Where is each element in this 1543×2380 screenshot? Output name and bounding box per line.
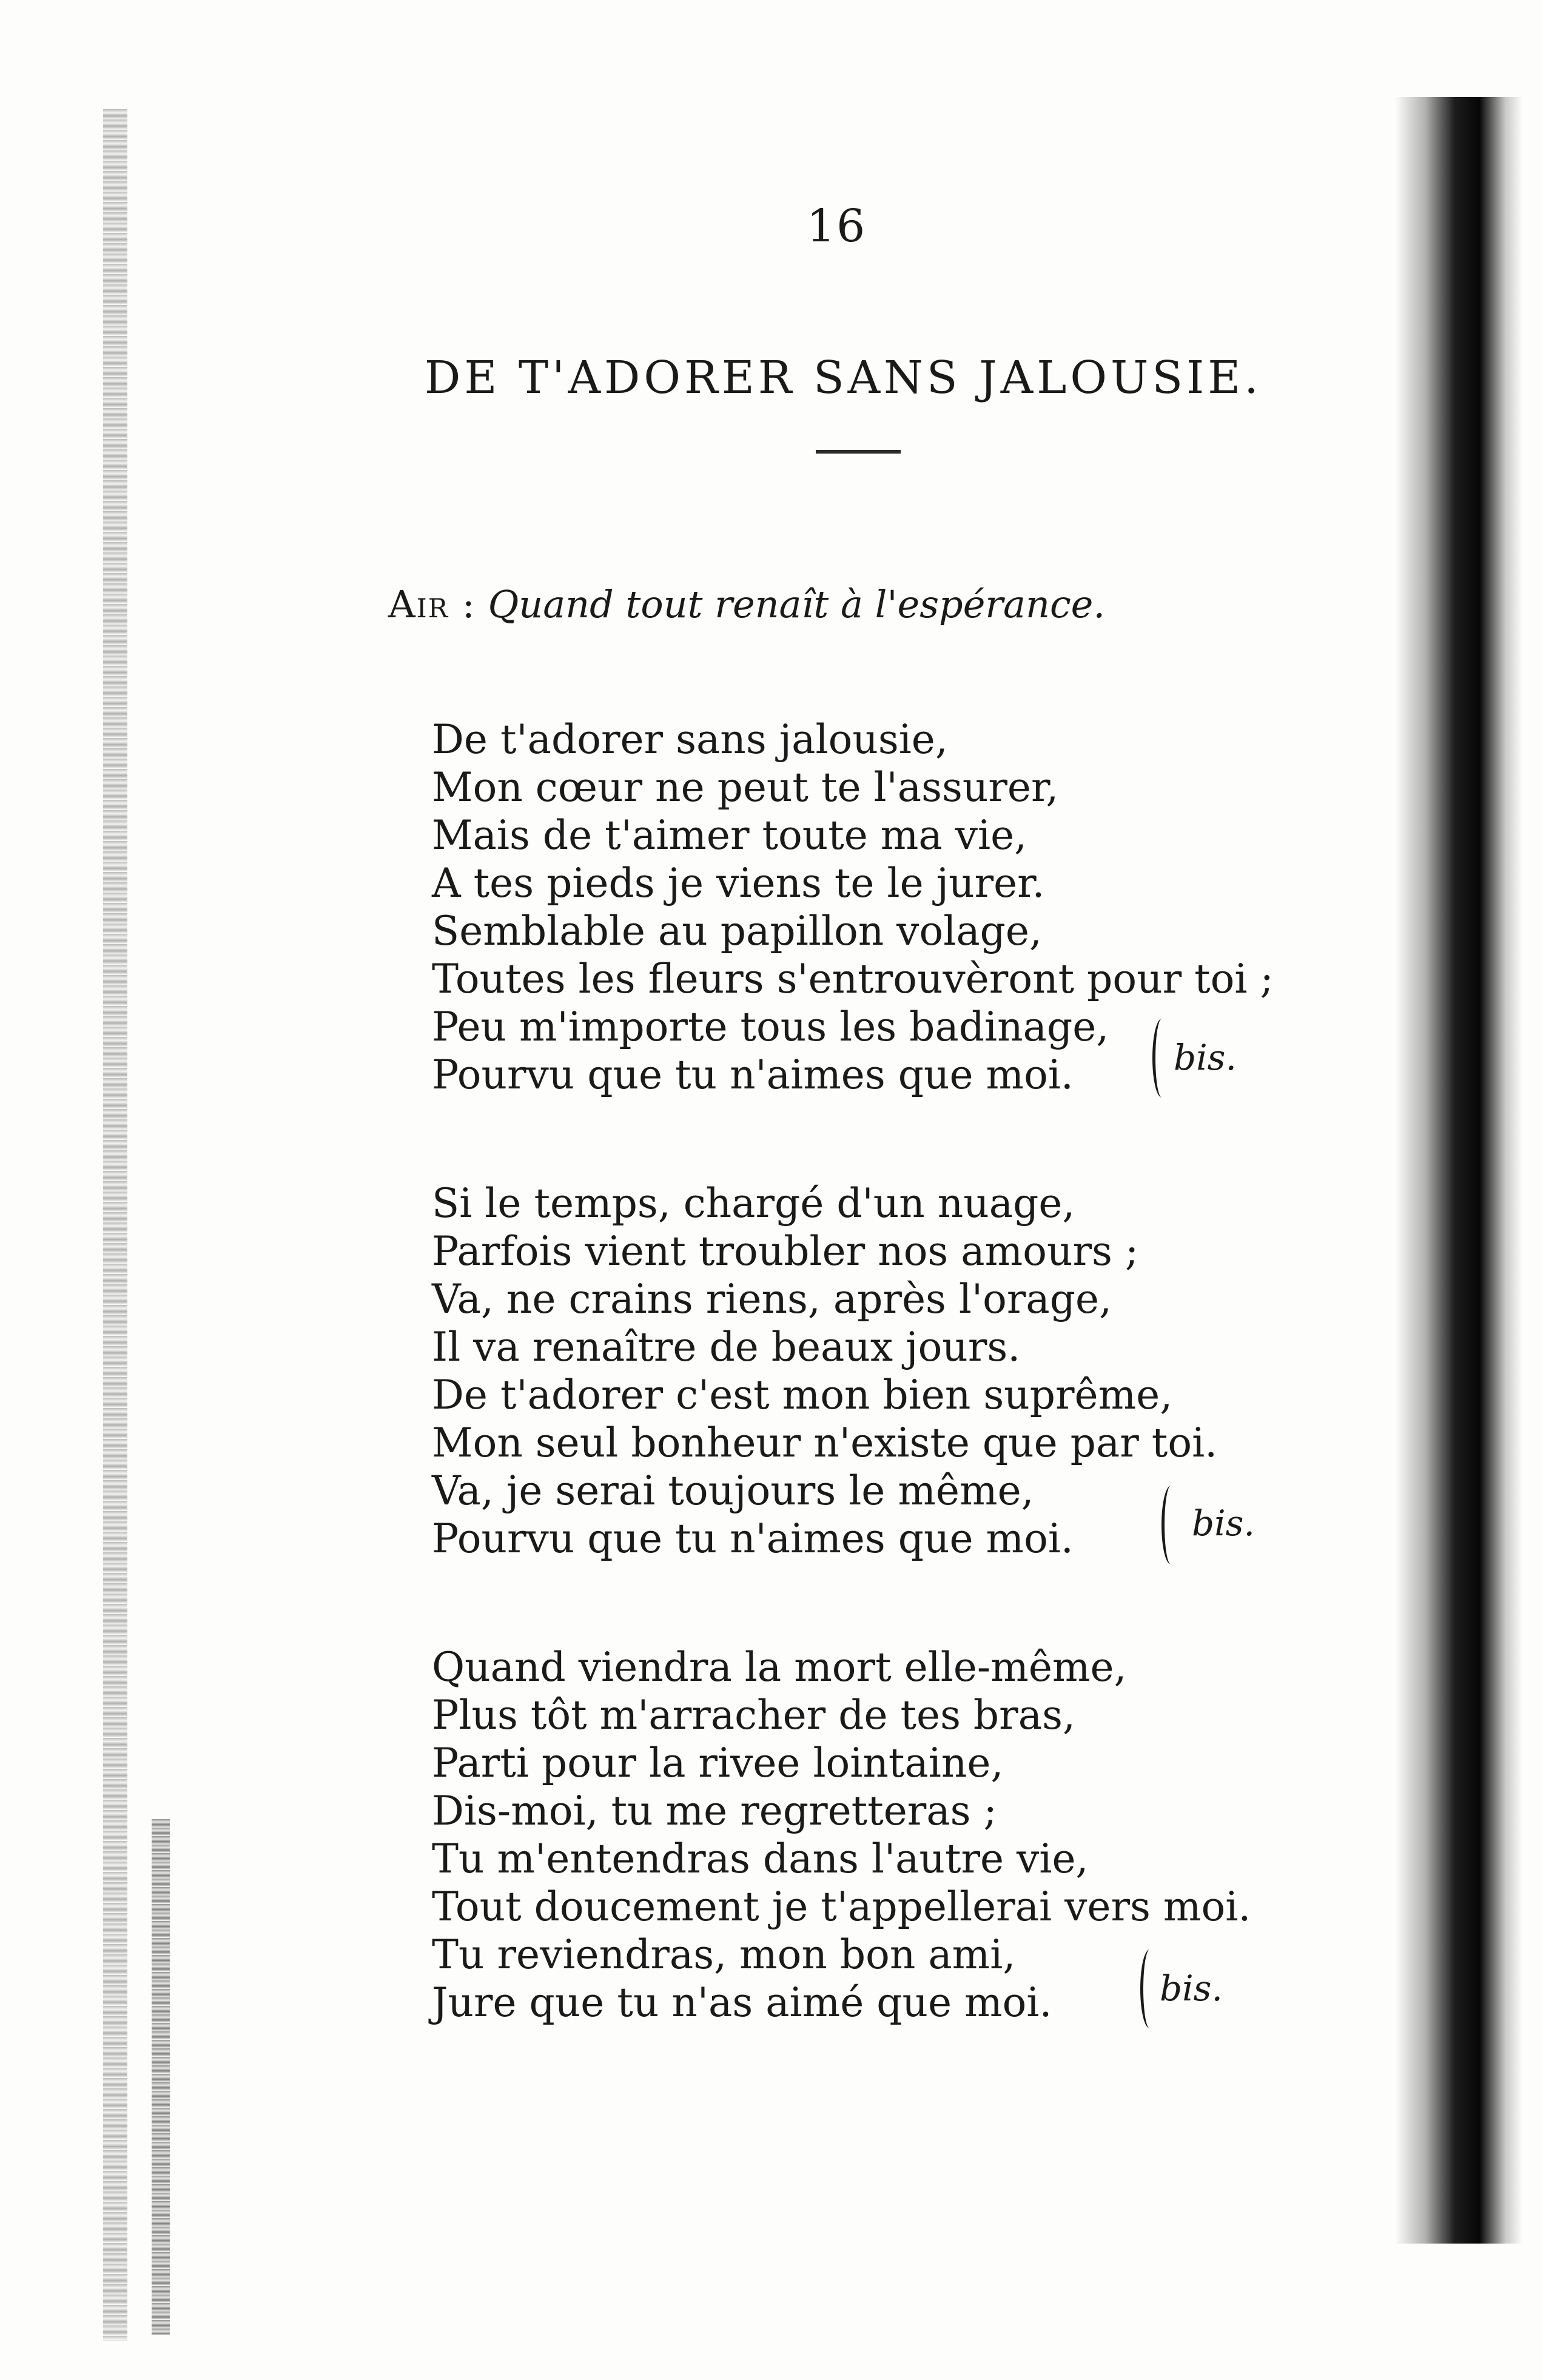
- refrain-mark: bis.: [1192, 1503, 1255, 1544]
- verse-line: De t'adorer c'est mon bien suprême,: [432, 1372, 1173, 1418]
- refrain-brace: [1140, 1949, 1159, 2028]
- refrain-mark: bis.: [1160, 1968, 1223, 2009]
- verse-line: Il va renaître de beaux jours.: [432, 1324, 1021, 1370]
- refrain-brace: [1152, 1019, 1171, 1098]
- verse-line: Mon cœur ne peut te l'assurer,: [432, 764, 1059, 811]
- verse-line: Mais de t'aimer toute ma vie,: [432, 812, 1027, 859]
- verse-line: Va, ne crains riens, après l'orage,: [432, 1276, 1112, 1322]
- refrain-mark: bis.: [1174, 1037, 1237, 1078]
- verse-line: Pourvu que tu n'aimes que moi.: [432, 1051, 1074, 1098]
- left-page-edge: [103, 109, 127, 2341]
- verse-line: A tes pieds je viens te le jurer.: [432, 860, 1045, 907]
- verse-line: Parfois vient troubler nos amours ;: [432, 1228, 1139, 1275]
- verse-line: Quand viendra la mort elle-même,: [432, 1644, 1127, 1691]
- left-page-edge-lower: [152, 1819, 170, 2335]
- refrain-brace: [1161, 1486, 1180, 1564]
- verse-line: Jure que tu n'as aimé que moi.: [432, 1979, 1052, 2026]
- right-binding-edge: [1395, 97, 1480, 2244]
- tune-line: [388, 582, 1105, 626]
- verse-line: Pourvu que tu n'aimes que moi.: [432, 1515, 1074, 1562]
- right-binding-shadow: [1480, 97, 1522, 2244]
- verse-line: Tout doucement je t'appellerai vers moi.: [432, 1883, 1251, 1930]
- song-title: DE T'ADORER SANS JALOUSIE.: [425, 352, 1262, 404]
- verse-line: De t'adorer sans jalousie,: [432, 716, 948, 763]
- verse-line: Semblable au papillon volage,: [432, 908, 1042, 954]
- verse-line: Peu m'importe tous les badinage,: [432, 1004, 1109, 1050]
- verse-line: Plus tôt m'arracher de tes bras,: [432, 1692, 1075, 1738]
- verse-line: Parti pour la rivee lointaine,: [432, 1740, 1004, 1786]
- verse-line: Mon seul bonheur n'existe que par toi.: [432, 1420, 1218, 1466]
- title-rule: [816, 450, 901, 454]
- verse-line: Tu reviendras, mon bon ami,: [432, 1931, 1016, 1978]
- stanza-3: [432, 1643, 1251, 2026]
- stanza-1: [432, 716, 1274, 1099]
- verse-line: Va, je serai toujours le même,: [432, 1467, 1034, 1514]
- tune-label: Air :: [388, 582, 476, 626]
- tune-name: Quand tout renaît à l'espérance.: [488, 582, 1106, 626]
- verse-line: Si le temps, chargé d'un nuage,: [432, 1180, 1075, 1227]
- verse-line: Dis-moi, tu me regretteras ;: [432, 1788, 997, 1834]
- verse-line: Tu m'entendras dans l'autre vie,: [432, 1835, 1089, 1882]
- stanza-2: [432, 1179, 1217, 1563]
- page-number: 16: [807, 200, 867, 252]
- verse-line: Toutes les fleurs s'entrouvèront pour toi ;: [432, 956, 1274, 1002]
